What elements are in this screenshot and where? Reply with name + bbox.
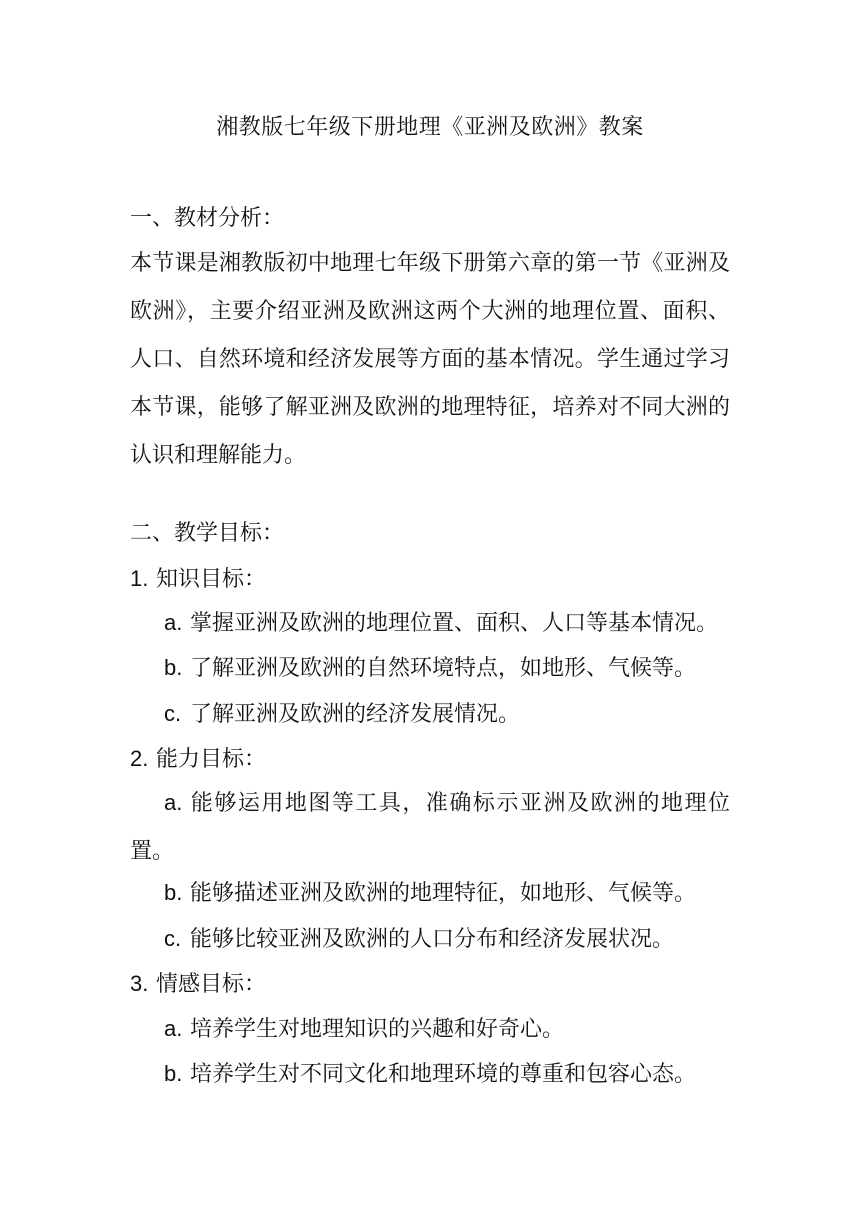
- goal-ability-heading: [130, 743, 266, 776]
- item-text: 培养学生对不同文化和地理环境的尊重和包容心态。: [190, 1062, 697, 1087]
- item-marker: a.: [164, 610, 183, 635]
- item-marker: a.: [164, 790, 183, 815]
- goal-number: 1.: [130, 566, 149, 591]
- item-marker: c.: [164, 701, 182, 726]
- item-marker: a.: [164, 1016, 183, 1041]
- goal-item: [164, 607, 718, 640]
- goal-item: [164, 1013, 564, 1046]
- item-marker: b.: [164, 655, 183, 680]
- goal-number: 2.: [130, 746, 149, 771]
- section-heading-teaching-goals: 二、教学目标：: [130, 521, 285, 546]
- goal-label: 能力目标：: [156, 747, 267, 772]
- goal-item-wrapped: [130, 779, 730, 876]
- goal-emotion-heading: [130, 968, 266, 1001]
- item-text: 培养学生对地理知识的兴趣和好奇心。: [190, 1017, 565, 1042]
- goal-item: [164, 877, 696, 910]
- item-marker: c.: [164, 926, 182, 951]
- textbook-analysis-paragraph: 本节课是湘教版初中地理七年级下册第六章的第一节《亚洲及欧洲》，主要介绍亚洲及欧洲这两个大洲的地理位置、面积、人口、自然环境和经济发展等方面的基本情况。学生通过学习本节课，能够了解亚洲及欧洲的地理特征，培养对不同大洲的认识和理解能力。: [130, 251, 730, 468]
- goal-item: [164, 923, 674, 956]
- goal-knowledge-heading: [130, 563, 266, 596]
- item-text: 掌握亚洲及欧洲的地理位置、面积、人口等基本情况。: [190, 611, 719, 636]
- section-heading-textbook-analysis: 一、教材分析：: [130, 206, 285, 231]
- item-text: 能够描述亚洲及欧洲的地理特征，如地形、气候等。: [190, 881, 697, 906]
- goal-number: 3.: [130, 971, 149, 996]
- item-text: 能够运用地图等工具，准确标示亚洲及欧洲的地理位置。: [130, 791, 730, 864]
- item-text: 了解亚洲及欧洲的经济发展情况。: [190, 702, 521, 727]
- item-marker: b.: [164, 1061, 183, 1086]
- goal-item: [164, 698, 520, 731]
- goal-item: [164, 1058, 696, 1091]
- goal-label: 情感目标：: [156, 972, 267, 997]
- goal-label: 知识目标：: [156, 567, 267, 592]
- item-text: 能够比较亚洲及欧洲的人口分布和经济发展状况。: [190, 927, 675, 952]
- goal-item: [164, 652, 696, 685]
- item-marker: b.: [164, 880, 183, 905]
- item-text: 了解亚洲及欧洲的自然环境特点，如地形、气候等。: [190, 656, 697, 681]
- document-title: 湘教版七年级下册地理《亚洲及欧洲》教案: [216, 115, 644, 140]
